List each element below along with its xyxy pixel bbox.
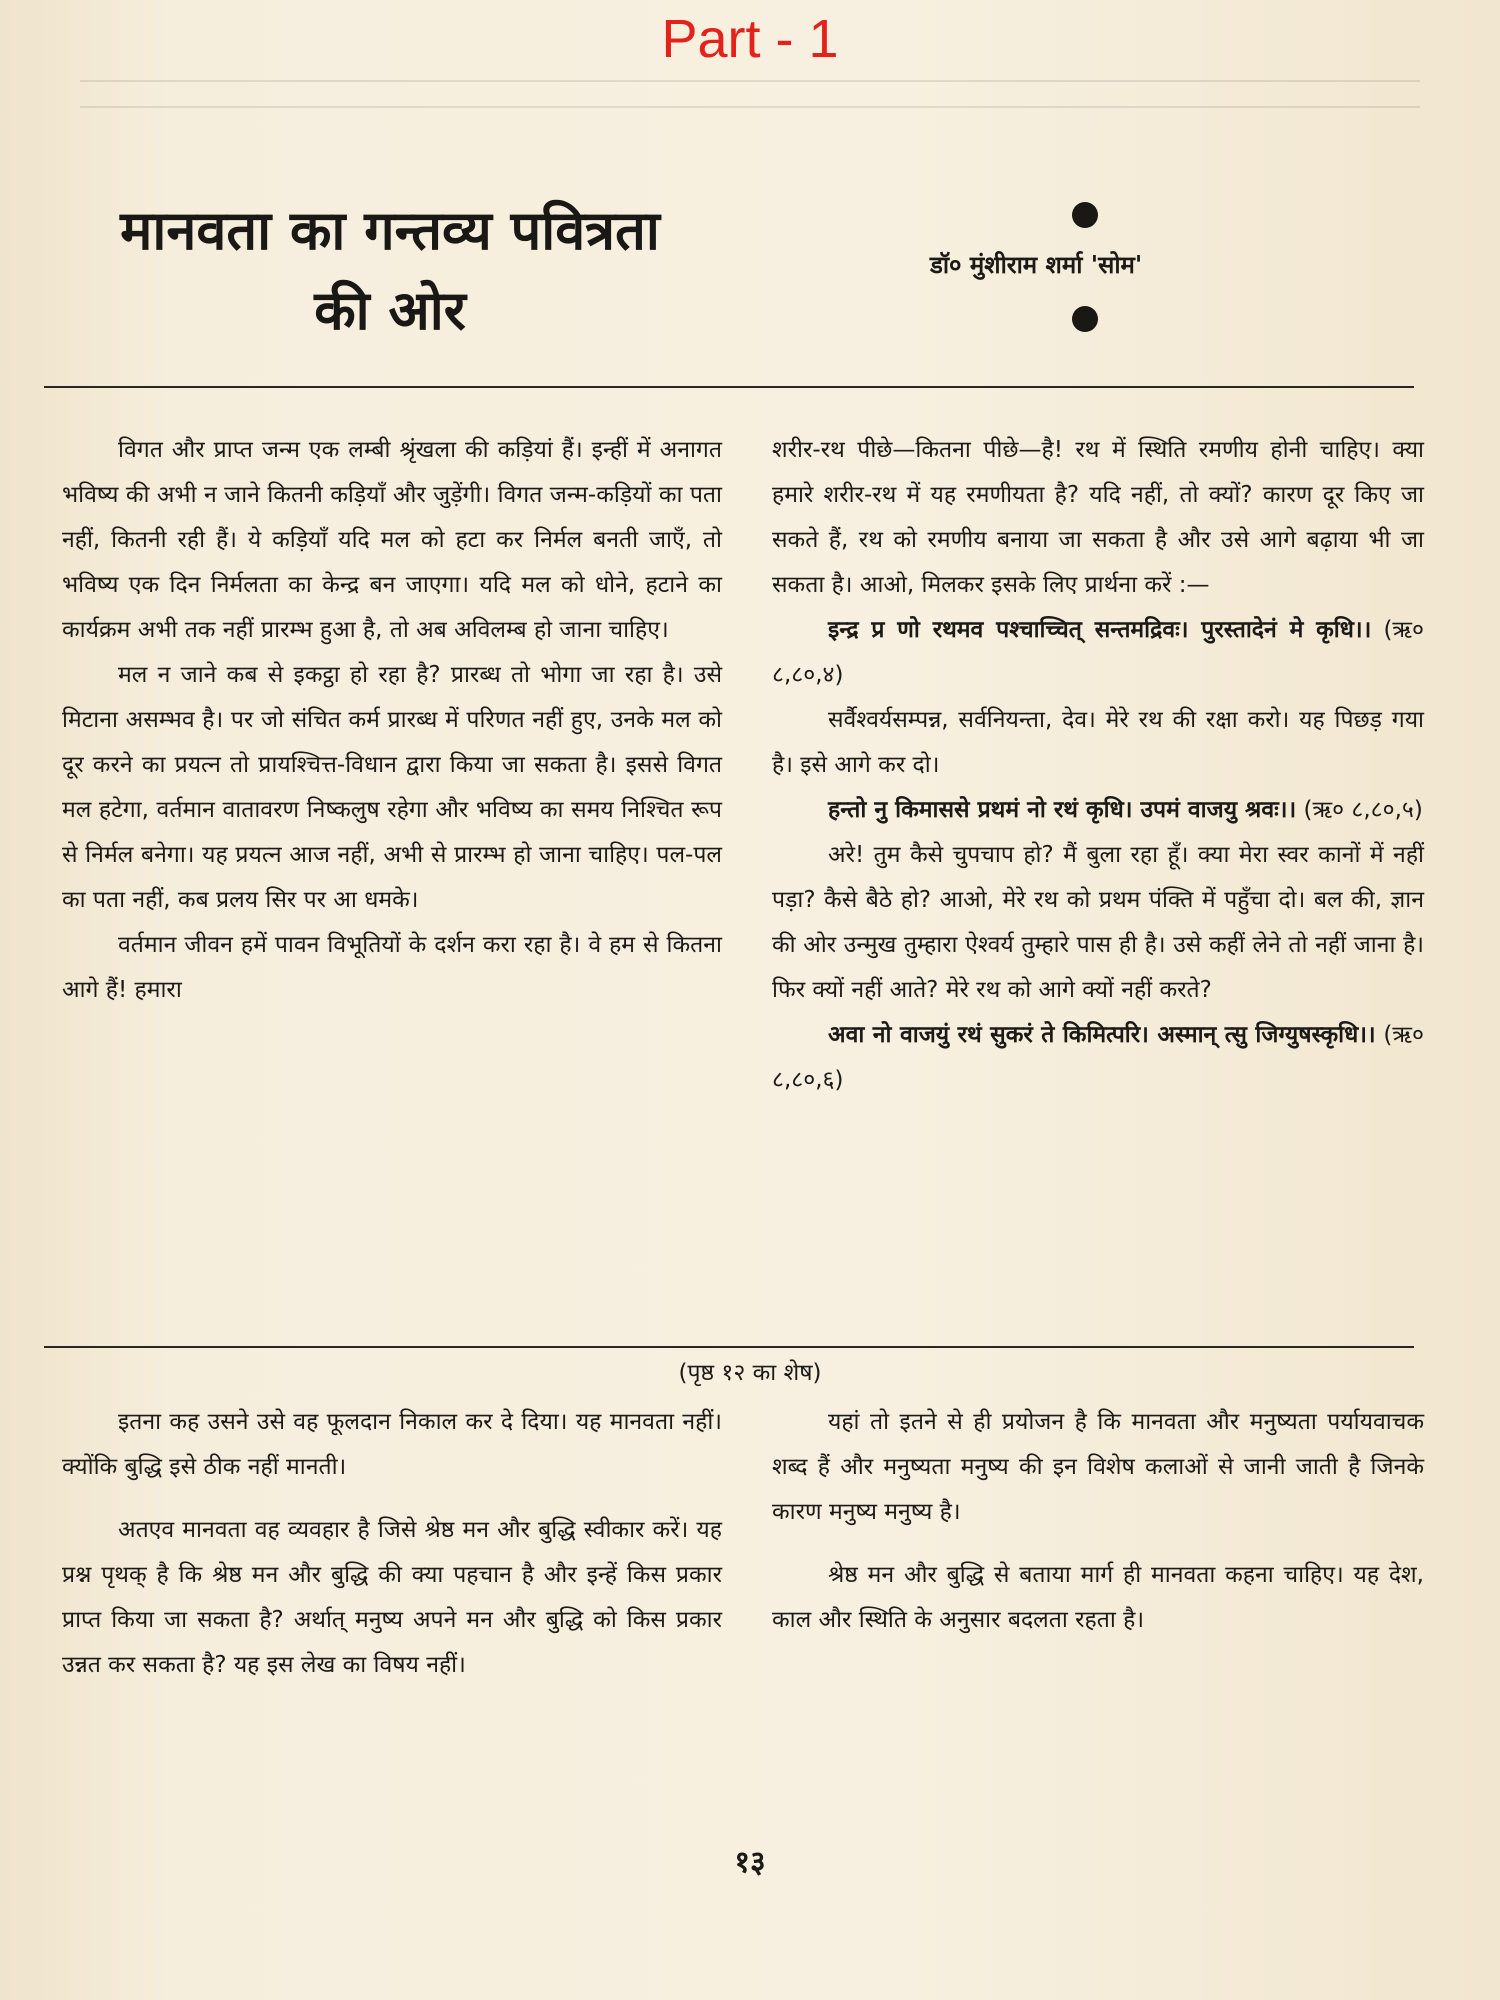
bullet-dot-top — [1072, 202, 1098, 228]
paragraph: इतना कह उसने उसे वह फूलदान निकाल कर दे दिया। यह मानवता नहीं। क्योंकि बुद्धि इसे ठीक नहीं मानती। — [62, 1409, 722, 1480]
bleed-through-header — [80, 80, 1420, 108]
paragraph: विगत और प्राप्त जन्म एक लम्बी श्रृंखला की कड़ियां हैं। इन्हीं में अनागत भविष्य की अभी न जाने कितनी कड़ियाँ और जुड़ेंगी। विगत जन्म-कड़ियों का पता नहीं, कितनी रही हैं। ये कड़ियाँ यदि मल को हटा कर निर्मल बनती जाएँ, तो भविष्य एक दिन निर्मलता का केन्द्र बन जाएगा। यदि मल को धोने, हटाने का कार्यक्रम अभी तक नहीं प्रारम्भ हुआ है, तो अब अविलम्ब हो जाना चाहिए। — [62, 437, 722, 643]
mantra-text: इन्द्र प्र णो रथमव पश्चाच्चित् सन्तमद्रिवः। पुरस्तादेनं मे कृधि।। — [828, 617, 1372, 643]
upper-left-column — [62, 428, 722, 1013]
paragraph: श्रेष्ठ मन और बुद्धि से बताया मार्ग ही मानवता कहना चाहिए। यह देश, काल और स्थिति के अनुसार बदलता रहता है। — [772, 1562, 1424, 1633]
mantra-text: हन्तो नु किमाससे प्रथमं नो रथं कृधि। उपमं वाजयु श्रवः।। — [828, 797, 1297, 823]
bullet-dot-bottom — [1072, 306, 1098, 332]
mantra-verse — [772, 608, 1424, 698]
article-title: मानवता का गन्तव्य पवित्रता की ओर — [120, 198, 660, 342]
page-number: १३ — [734, 1845, 766, 1880]
mantra-reference: (ऋ० ८,८०,४) — [772, 617, 1425, 688]
continuation-label: (पृष्ठ १२ का शेष) — [678, 1360, 822, 1386]
mantra-verse — [772, 788, 1424, 833]
top-divider — [44, 386, 1414, 388]
middle-divider — [44, 1346, 1414, 1348]
lower-right-column — [772, 1400, 1424, 1643]
paragraph: शरीर-रथ पीछे—कितना पीछे—है! रथ में स्थिति रमणीय होनी चाहिए। क्या हमारे शरीर-रथ में यह रमणीयता है? यदि नहीं, तो क्यों? कारण दूर किए जा सकते हैं, रथ को रमणीय बनाया जा सकता है और उसे आगे बढ़ाया भी जा सकता है। आओ, मिलकर इसके लिए प्रार्थना करें :— — [772, 437, 1424, 598]
paragraph: मल न जाने कब से इकट्ठा हो रहा है? प्रारब्ध तो भोगा जा रहा है। उसे मिटाना असम्भव है। पर जो संचित कर्म प्रारब्ध में परिणत नहीं हुए, उनके मल को दूर करने का प्रयत्न तो प्रायश्चित्त-विधान द्वारा किया जा सकता है। इससे विगत मल हटेगा, वर्तमान वातावरण निष्कलुष रहेगा और भविष्य का समय निश्चित रूप से निर्मल बनेगा। यह प्रयत्न आज नहीं, अभी से प्रारम्भ हो जाना चाहिए। पल-पल का पता नहीं, कब प्रलय सिर पर आ धमके। — [62, 662, 722, 913]
part-label: Part - 1 — [661, 9, 839, 69]
paragraph: अतएव मानवता वह व्यवहार है जिसे श्रेष्ठ मन और बुद्धि स्वीकार करें। यह प्रश्न पृथक् है कि श्रेष्ठ मन और बुद्धि की क्या पहचान है और इन्हें किस प्रकार प्राप्त किया जा सकता है? अर्थात् मनुष्य अपने मन और बुद्धि को किस प्रकार उन्नत कर सकता है? यह इस लेख का विषय नहीं। — [62, 1517, 722, 1678]
paragraph: सर्वैश्वर्यसम्पन्न, सर्वनियन्ता, देव। मेरे रथ की रक्षा करो। यह पिछड़ गया है। इसे आगे कर दो। — [772, 707, 1424, 778]
mantra-reference: (ऋ० ८,८०,५) — [1296, 797, 1423, 823]
lower-left-column — [62, 1400, 722, 1688]
paragraph: अरे! तुम कैसे चुपचाप हो? मैं बुला रहा हूँ। क्या मेरा स्वर कानों में नहीं पड़ा? कैसे बैठे हो? आओ, मेरे रथ को प्रथम पंक्ति में पहुँचा दो। बल की, ज्ञान की ओर उन्मुख तुम्हारा ऐश्वर्य तुम्हारे पास ही है। उसे कहीं लेने तो नहीं जाना है। फिर क्यों नहीं आते? मेरे रथ को आगे क्यों नहीं करते? — [772, 842, 1424, 1003]
article-author: डॉ० मुंशीराम शर्मा 'सोम' — [930, 250, 1143, 279]
mantra-reference: (ऋ० ८,८०,६) — [772, 1022, 1424, 1093]
mantra-text: अवा नो वाजयुं रथं सुकरं ते किमित्परि। अस्मान् त्सु जिग्युषस्कृधि।। — [828, 1022, 1376, 1048]
mantra-verse — [772, 1013, 1424, 1103]
upper-right-column — [772, 428, 1424, 1103]
paragraph: वर्तमान जीवन हमें पावन विभूतियों के दर्शन करा रहा है। वे हम से कितना आगे हैं! हमारा — [62, 932, 722, 1003]
paragraph: यहां तो इतने से ही प्रयोजन है कि मानवता और मनुष्यता पर्यायवाचक शब्द हैं और मनुष्यता मनुष्य की इन विशेष कलाओं से जानी जाती है जिनके कारण मनुष्य मनुष्य है। — [772, 1409, 1424, 1525]
